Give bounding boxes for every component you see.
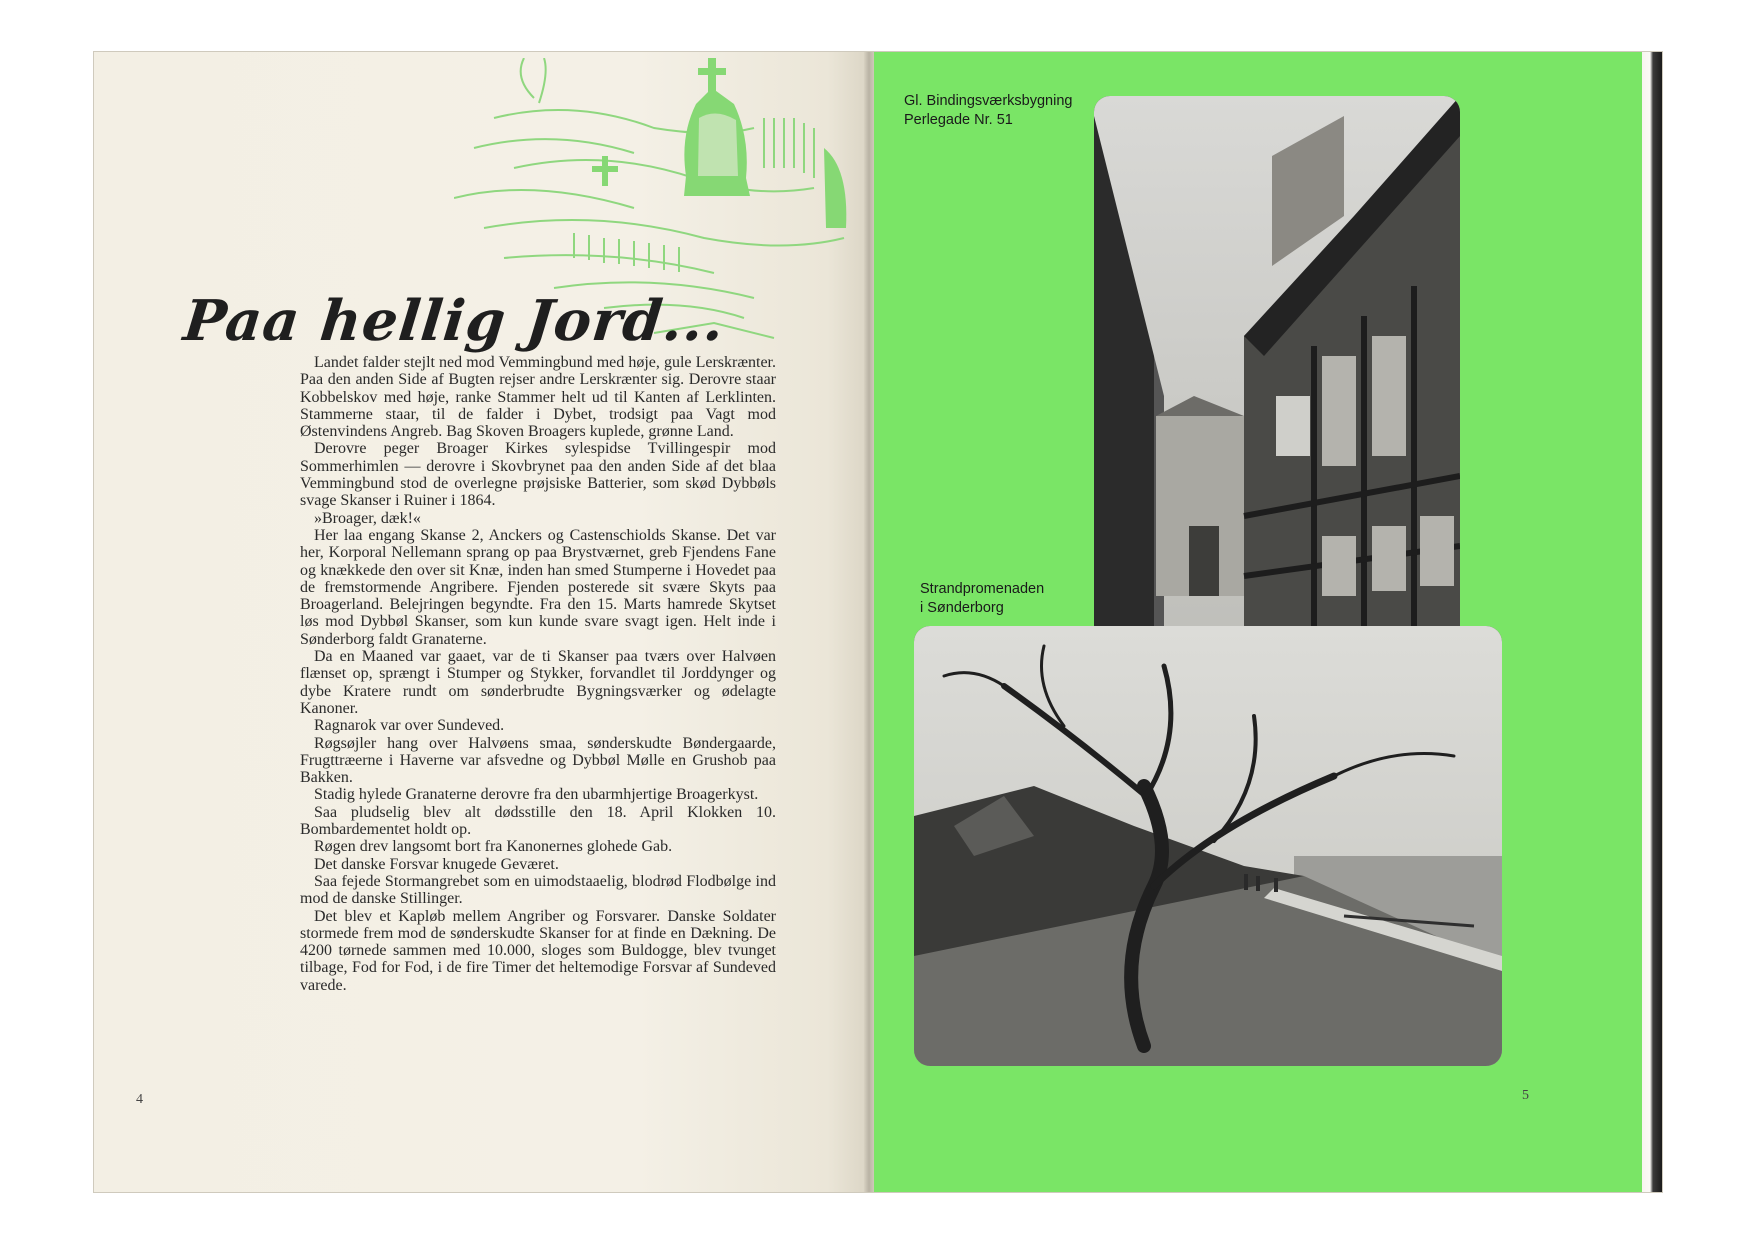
photo1-caption-line2: Perlegade Nr. 51 — [904, 112, 1013, 128]
building-photo-graphic — [1094, 96, 1460, 682]
paragraph: Røgen drev langsomt bort fra Kanonernes glohede Gab. — [314, 838, 673, 856]
paragraph: Røgsøjler hang over Halvøens smaa, sønderskudte Bøndergaarde, Frugttræerne i Haverne var afsvedne og Dybbøl Mølle en Grushob paa Bakken. — [300, 734, 776, 787]
photo1-caption-line1: Gl. Bindingsværksbygning — [904, 93, 1073, 109]
paragraph: Saa fejede Stormangrebet som en uimodstaaelig, blodrød Flodbølge ind mod de danske Stillinger. — [300, 872, 776, 908]
page-edge — [1642, 52, 1662, 1192]
page-number-right: 5 — [1522, 1088, 1529, 1103]
promenade-photo-graphic — [914, 626, 1502, 1066]
page-number-left: 4 — [136, 1092, 143, 1107]
photo1-caption — [904, 92, 1072, 130]
paragraph: Her laa engang Skanse 2, Anckers og Castenschiolds Skanse. Det var her, Korporal Nellemann sprang op paa Brystværnet, greb Fjendens Fane og knækkede den over sit Knæ, inden han smed Stumperne i Hovedet paa de fremstormende Angribere. Fjenden posterede sit svære Skyts paa Broagerland. Belejringen begyndte. Fra den 15. Marts hamrede Skytset løs mod Dybbøl Skanser, som kun kunde svare svagt igen. Helt inde i Sønderborg faldt Granaterne. — [300, 526, 776, 648]
paragraph: Landet falder stejlt ned mod Vemmingbund med høje, gule Lerskrænter. Paa den anden Side af Bugten rejser andre Lerskrænter sig. Derovre staar Kobbelskov med høje, ranke Stammer helt ud til Kanten af Lerklinten. Stammerne staar, til de falder i Dybet, trodsigt paa Vagt mod Østenvindens Angreb. Bag Skoven Broagers kuplede, grønne Land. — [300, 354, 776, 441]
paragraph: Ragnarok var over Sundeved. — [314, 717, 505, 735]
article-body — [300, 354, 776, 994]
photo2-caption-line2: i Sønderborg — [920, 600, 1004, 616]
book-gutter — [864, 52, 874, 1192]
photo2-caption — [920, 580, 1044, 618]
photo-beach-promenade — [914, 626, 1502, 1066]
left-page — [94, 52, 866, 1192]
paragraph: »Broager, dæk!« — [314, 509, 421, 527]
right-page — [874, 52, 1642, 1192]
photo2-caption-line1: Strandpromenaden — [920, 581, 1045, 597]
paragraph: Stadig hylede Granaterne derovre fra den ubarmhjertige Broagerkyst. — [314, 786, 759, 804]
page-title: Paa hellig Jord... — [180, 288, 728, 354]
paragraph: Da en Maaned var gaaet, var de ti Skanser paa tværs over Halvøen flænset op, sprængt i Stumper og Stykker, forvandlet til Jorddynger og dybe Kratere rundt om sønderbrudte Bygningsværker og ødelagte Kanoner. — [300, 648, 776, 717]
paragraph: Saa pludselig blev alt dødsstille den 18. April Klokken 10. Bombardementet holdt op. — [300, 803, 776, 839]
paragraph: Det blev et Kapløb mellem Angriber og Forsvarer. Danske Soldater stormede frem mod de sønderskudte Skanser for at finde en Dækning. De 4200 tørnede sammen med 10.000, sloges som Buldogge, blev tvunget tilbage, Fod for Fod, i de fire Timer det heltemodige Forsvar af Sundeved varede. — [300, 907, 776, 994]
photo-half-timbered-building — [1094, 96, 1460, 682]
paragraph: Derovre peger Broager Kirkes sylespidse Tvillingespir mod Sommerhimlen — derovre i Skovbrynet paa den anden Side af det blaa Vemmingbund stod de overlegne prøjsiske Batterier, som skød Dybbøls svage Skanser i Ruiner i 1864. — [300, 440, 776, 510]
paragraph: Det danske Forsvar knugede Geværet. — [314, 855, 559, 873]
booklet-spread — [94, 52, 1662, 1192]
